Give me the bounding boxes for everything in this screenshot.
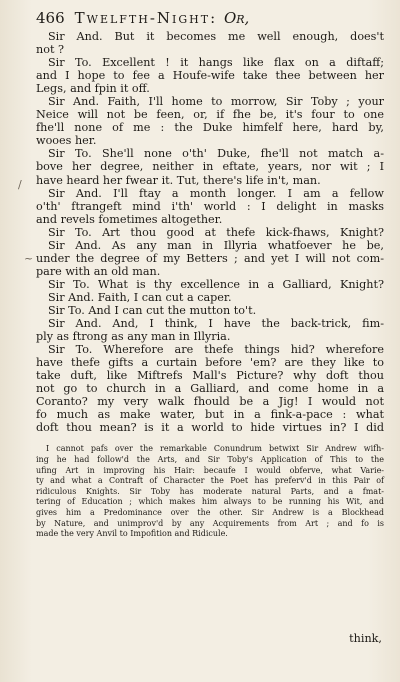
running-head (36, 8, 384, 28)
text-line: Sir To. Art thou good at thefe kick-fhaws, Knight? (48, 225, 384, 239)
footnote-line: ufing Art in improving his Hair: becaufe I would obferve, what Varie- (36, 465, 384, 475)
footnote-line: ty and what a Contraft of Character the Poet has preferv'd in this Pair of (36, 476, 384, 486)
text-line: doft thou mean? is it a world to hide virtues in? I did (36, 421, 384, 435)
footnote-line: ridiculous Knights. Sir Toby has moderate natural Parts, and a fmat- (36, 486, 384, 496)
footnote-line: ing he had follow'd the Arts, and Sir Toby's Application of This to the (36, 455, 384, 465)
text-line: pare with an old man. (36, 264, 161, 278)
text-line: Sir To. Wherefore are thefe things hid? wherefore (48, 343, 384, 357)
text-line: take duft, like Miftrefs Mall's Picture? why doft thou (36, 369, 384, 383)
text-line: have thefe gifts a curtain before 'em? are they like to (36, 356, 384, 370)
text-line: Coranto? my very walk fhould be a Jig! I would not (36, 395, 384, 409)
text-line: Sir And. As any man in Illyria whatfoever he be, (48, 238, 384, 252)
footnote-line: I cannot pafs over the remarkable Conundrum betwixt Sir Andrew wifh- (46, 444, 384, 454)
body-text (36, 30, 384, 434)
text-line: Sir And. And, I think, I have the back-trick, fim- (48, 317, 384, 331)
text-line: Sir To. What is thy excellence in a Galliard, Knight? (48, 277, 384, 291)
footnote (36, 444, 384, 539)
text-line: Sir To. She'll none o'th' Duke, fhe'll not match a- (48, 147, 384, 161)
running-title (75, 8, 250, 28)
text-line: under the degree of my Betters ; and yet I will not com- (36, 251, 384, 265)
margin-mark: ~ (24, 252, 34, 265)
text-line: have heard her fwear it. Tut, there's life in't, man. (36, 173, 321, 187)
text-line: Sir To. Excellent ! it hangs like flax on a diftaff; (48, 56, 384, 70)
text-line: Neice will not be feen, or, if fhe be, it's four to one (36, 108, 384, 122)
text-line: wooes her. (36, 134, 97, 148)
text-line: Sir And. But it becomes me well enough, does't (48, 30, 384, 43)
text-line: and revels fometimes altogether. (36, 212, 223, 226)
text-line: fhe'll none of me : the Duke himfelf here, hard by, (36, 121, 384, 135)
running-title-main: Twelfth-Night: (74, 9, 218, 27)
text-line: not go to church in a Galliard, and come home in a (36, 382, 384, 396)
margin-mark: / (18, 178, 22, 191)
page-number: 466 (36, 9, 65, 27)
text-line: Sir And. Faith, I can cut a caper. (48, 290, 232, 304)
text-line: o'th' ftrangeft mind i'th' world : I delight in masks (36, 199, 384, 213)
footnote-line: gives him a Predominance over the other. Sir Andrew is a Blockhead (36, 508, 384, 518)
text-line: Legs, and fpin it off. (36, 82, 150, 96)
text-line: bove her degree, neither in eftate, years, nor wit ; I (36, 160, 384, 174)
text-line: Sir And. Faith, I'll home to morrow, Sir Toby ; your (48, 95, 384, 109)
footnote-line: tering of Education ; which makes him always to be running his Wit, and (36, 497, 384, 507)
text-line: Sir And. I'll ftay a month longer. I am a fellow (48, 186, 384, 200)
text-line: ply as ftrong as any man in Illyria. (36, 330, 231, 344)
text-line: Sir To. And I can cut the mutton to't. (48, 303, 257, 317)
running-title-or: Or, (223, 9, 250, 27)
text-line: and I hope to fee a Houfe-wife take thee between her (36, 69, 384, 83)
footnote-line: made the very Anvil to Impofition and Ridicule. (36, 529, 228, 539)
footnote-line: by Nature, and unimprov'd by any Acquirements from Art ; and fo is (36, 518, 384, 528)
text-line: not ? (36, 43, 64, 57)
catchword: think, (349, 632, 382, 645)
text-line: fo much as make water, but in a fink-a-pace : what (36, 408, 384, 422)
